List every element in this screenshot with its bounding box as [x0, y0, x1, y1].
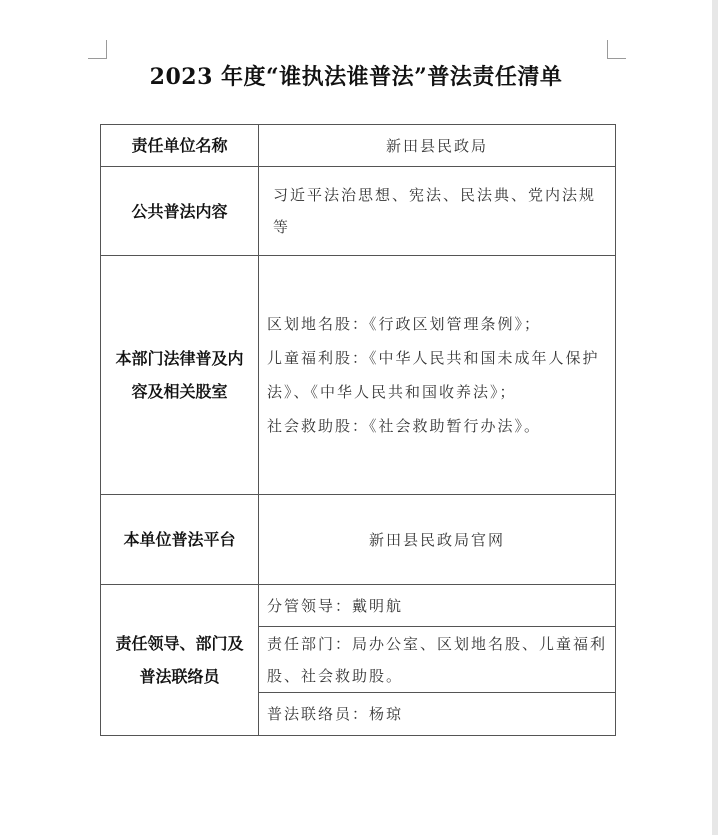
table-row — [101, 167, 616, 256]
platform-label: 本单位普法平台 — [101, 495, 259, 585]
table-row — [101, 495, 616, 585]
department-value: 责任部门：局办公室、区划地名股、儿童福利股、社会救助股。 — [259, 627, 616, 693]
unit-name-label: 责任单位名称 — [101, 125, 259, 167]
margin-mark-top-left — [88, 40, 107, 59]
unit-name-value: 新田县民政局 — [259, 125, 616, 167]
liaison-value: 普法联络员：杨琼 — [259, 693, 616, 736]
law-item-zoning: 区划地名股：《行政区划管理条例》； — [267, 315, 542, 333]
leader-value: 分管领导：戴明航 — [259, 585, 616, 627]
table-row — [101, 125, 616, 167]
table-row — [101, 585, 616, 627]
law-item-social-assistance: 社会救助股：《社会救助暂行办法》。 — [267, 417, 542, 435]
responsibility-table — [100, 124, 616, 736]
margin-mark-top-right — [607, 40, 626, 59]
law-item-child-welfare: 儿童福利股：《中华人民共和国未成年人保护法》、《中华人民共和国收养法》； — [267, 349, 600, 401]
public-content-value: 习近平法治思想、宪法、民法典、党内法规等 — [259, 167, 616, 256]
page-edge — [712, 0, 718, 835]
responsible-label: 责任领导、部门及普法联络员 — [101, 585, 259, 736]
table-row — [101, 256, 616, 495]
dept-content-value — [259, 256, 616, 495]
public-content-label: 公共普法内容 — [101, 167, 259, 256]
platform-value: 新田县民政局官网 — [259, 495, 616, 585]
document-title: 2023 年度“谁执法谁普法”普法责任清单 — [149, 64, 563, 90]
dept-content-label: 本部门法律普及内容及相关股室 — [101, 256, 259, 495]
